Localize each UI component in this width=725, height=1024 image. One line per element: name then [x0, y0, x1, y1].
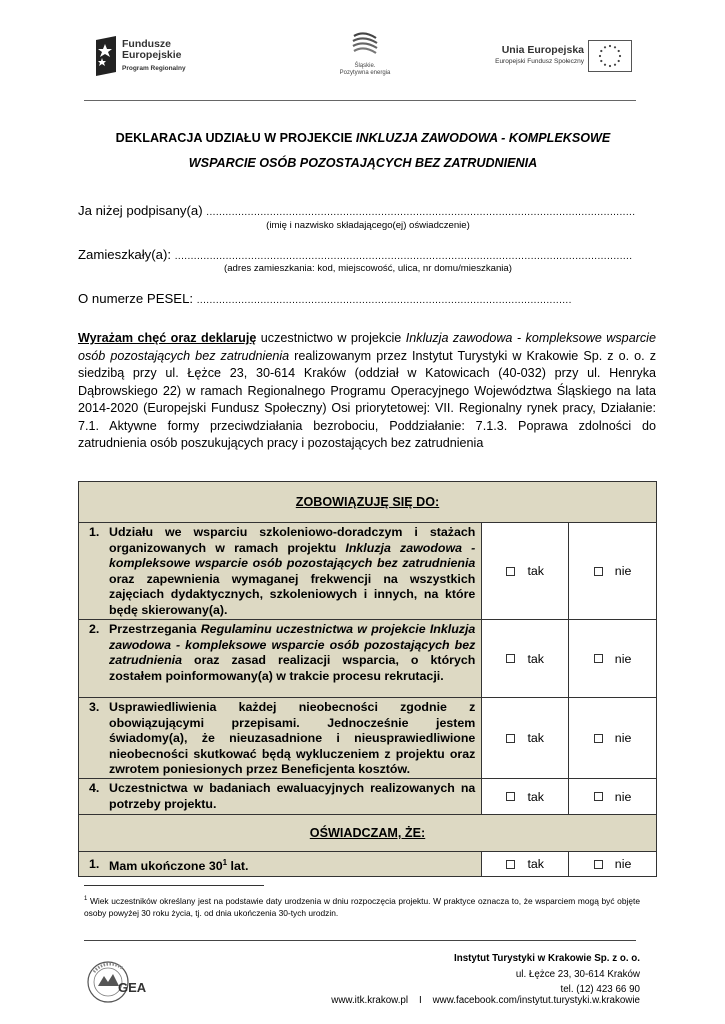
table-row [79, 779, 656, 815]
slaskie-logo-text: Śląskie. Pozytywna energia [339, 63, 391, 76]
address-label: Zamieszkały(a): [78, 247, 172, 262]
yes-checkbox-5[interactable]: tak [482, 852, 569, 876]
slaskie-swirl-icon [350, 30, 380, 60]
table-row [79, 852, 656, 876]
fe-logo-subtitle: Program Regionalny [122, 65, 186, 72]
slaskie-logo [330, 30, 400, 80]
commitments-table [78, 481, 657, 877]
address-field[interactable] [78, 247, 658, 262]
declaration-paragraph: Wyrażam chęć oraz deklaruję uczestnictwo w projekcie Inkluzja zawodowa - kompleksowe wsparcie osób pozostających bez zatrudnienia realizowanym przez Instytut Turystyki w Krakowie Sp. z o. o. z siedzibą przy ul. Łężce 23, 30-614 Kraków (oddział w Katowicach (40-032) przy ul. Henryka Dąbrowskiego 22) w ramach Regionalnego Programu Operacyjnego Województwa Śląskiego na lata 2014-2020 (Europejski Fundusz Społeczny) Osi priorytetowej: VII. Regionalny rynek pracy, Działanie: 7.1. Aktywne formy przeciwdziałania bezrobociu, Poddziałanie: 7.1.3. Poprawa zdolności do zatrudnienia osób poszukujących pracy i pozostających bez zatrudnienia [78, 331, 656, 450]
address-hint: (adres zamieszkania: kod, miejscowość, ulica, nr domu/mieszkania) [224, 263, 512, 274]
row-question: 2. Przestrzegania Regulaminu uczestnictwa w projekcie Inkluzja zawodowa - kompleksowe wsparcie osób pozostających bez zatrudnienia oraz zasad realizacji wsparcia, o których zostałem poinformowany(a) w trakcie procesu rekrutacji. [79, 620, 482, 697]
no-checkbox-3[interactable]: nie [569, 698, 656, 778]
footer-separator: I [418, 995, 422, 1006]
name-hint: (imię i nazwisko składającego(ej) oświadczenie) [266, 220, 470, 231]
eu-flag-icon [588, 40, 632, 72]
row-question: 3. Usprawiedliwienia każdej nieobecności zgodnie z obowiązującymi przepisami. Jednocześnie jestem świadomy(a), że nieuzasadnione i nieusprawiedliwione nieobecności skutkować będą wykluczeniem z projektu oraz zwrotem poniesionych przez Beneficjenta kosztów. [79, 698, 482, 778]
yes-checkbox-1[interactable]: tak [482, 523, 569, 619]
website-link[interactable]: www.itk.krakow.pl [331, 995, 409, 1006]
facebook-link[interactable]: www.facebook.com/instytut.turystyki.w.krakowie [432, 995, 640, 1006]
checkbox-icon [594, 860, 603, 869]
footnote-divider [84, 885, 264, 886]
pesel-label: O numerze PESEL: [78, 291, 194, 306]
pesel-dots: ...................................................................................................................... [196, 295, 572, 306]
fe-star-icon [92, 36, 120, 76]
table-header-oswiadczam: OŚWIADCZAM, ŻE: [79, 815, 656, 852]
checkbox-icon [506, 734, 515, 743]
table-row [79, 698, 656, 779]
checkbox-icon [594, 567, 603, 576]
fundusze-europejskie-logo [92, 36, 222, 80]
checkbox-icon [506, 654, 515, 663]
checkbox-icon [506, 792, 515, 801]
row-question: 1. Udziału we wsparciu szkoleniowo-doradczym i stażach organizowanych w ramach projektu Inkluzja zawodowa - kompleksowe wsparcie osób pozostających bez zatrudnienia oraz zapewnienia wymaganej frekwencji na wszystkich zajęciach dydaktycznych, szkoleniowych i innych, na które będę skierowany(a). [79, 523, 482, 619]
footer-divider [84, 940, 636, 941]
yes-checkbox-4[interactable]: tak [482, 779, 569, 814]
checkbox-icon [506, 567, 515, 576]
table-row [79, 620, 656, 698]
name-field[interactable] [78, 203, 658, 218]
no-checkbox-4[interactable]: nie [569, 779, 656, 814]
no-checkbox-2[interactable]: nie [569, 620, 656, 697]
address-dots: ................................................................................................................................................ [174, 251, 633, 262]
footnote: $^1$ Wiek uczestników określany jest na podstawie daty urodzenia w dniu rozpoczęcia projektu. W praktyce oznacza to, że wsparciem mogą być objęte osoby powyżej 30 roku życia, tj. od dnia ukończenia 30-tych urodzin. [84, 895, 640, 918]
table-row [79, 523, 656, 620]
row-question: 4. Uczestnictwa w badaniach ewaluacyjnych realizowanych na potrzeby projektu. [79, 779, 482, 814]
footer-links [200, 995, 640, 1006]
checkbox-icon [594, 734, 603, 743]
row-question: 1. Mam ukończone $30^1$ lat. [79, 852, 482, 876]
no-checkbox-1[interactable]: nie [569, 523, 656, 619]
fe-logo-title: Fundusze Europejskie [122, 38, 182, 61]
pesel-field[interactable] [78, 291, 658, 306]
name-label: Ja niżej podpisany(a) [78, 203, 203, 218]
no-checkbox-5[interactable]: nie [569, 852, 656, 876]
table-header-zobowiazuje: ZOBOWIĄZUJĘ SIĘ DO: [79, 482, 656, 523]
gea-logo [86, 952, 156, 1012]
yes-checkbox-3[interactable]: tak [482, 698, 569, 778]
footer-address: Instytut Turystyki w Krakowie Sp. z o. o. ul. Łężce 23, 30-614 Kraków tel. (12) 423 66 90 [454, 953, 640, 995]
checkbox-icon [594, 792, 603, 801]
checkbox-icon [594, 654, 603, 663]
header-divider [84, 100, 636, 101]
ue-logo-text: Unia Europejska Europejski Fundusz Społeczny [495, 44, 584, 65]
checkbox-icon [506, 860, 515, 869]
document-title: DEKLARACJA UDZIAŁU W PROJEKCIE INKLUZJA ZAWODOWA - KOMPLEKSOWE WSPARCIE OSÓB POZOSTAJĄCYCH BEZ ZATRUDNIENIA [115, 131, 611, 170]
yes-checkbox-2[interactable]: tak [482, 620, 569, 697]
name-dots: ....................................................................................................................................... [206, 207, 636, 218]
gea-label: GEA [118, 980, 147, 995]
